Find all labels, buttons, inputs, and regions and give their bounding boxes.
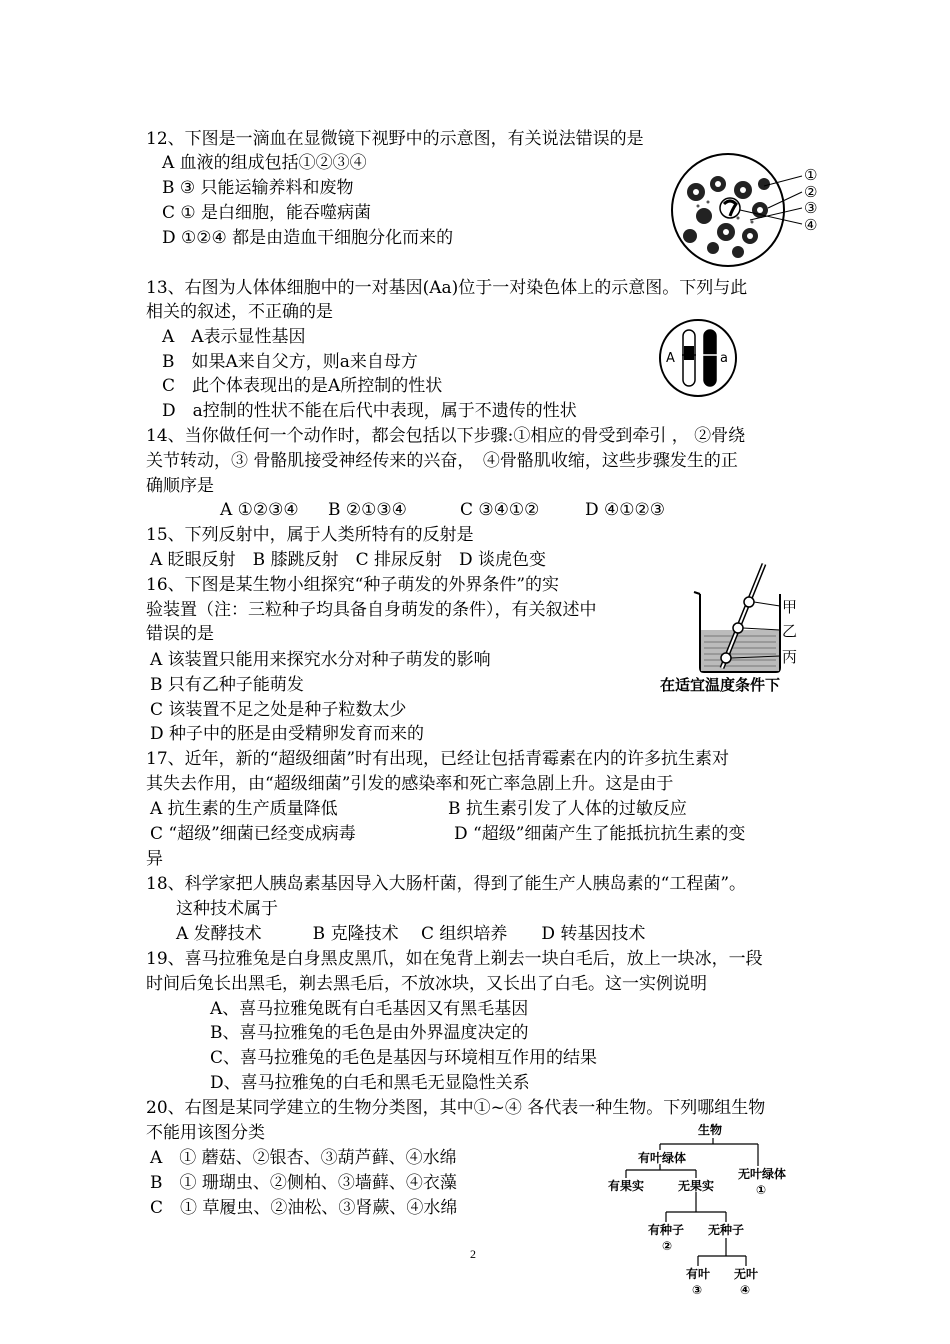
q16-stem-line3: 错误的是: [146, 624, 214, 644]
q17-option-d-cont: 异: [146, 849, 163, 869]
q15-options: A 眨眼反射 B 膝跳反射 C 排尿反射 D 谈虎色变: [150, 550, 547, 570]
q12-stem: 12、下图是一滴血在显微镜下视野中的示意图，有关说法错误的是: [146, 129, 644, 149]
q13-option-b: B 如果A来自父方，则a来自母方: [162, 352, 418, 372]
gene-label-a: a: [720, 351, 728, 366]
seed-label-yi: 乙: [782, 622, 798, 640]
tree-l3-right: 无种子: [708, 1223, 745, 1237]
q16-option-a: A 该装置只能用来探究水分对种子萌发的影响: [150, 650, 491, 670]
q19-option-b: B、喜马拉雅兔的毛色是由外界温度决定的: [210, 1023, 529, 1043]
q19-stem-line1: 19、喜马拉雅兔是白身黑皮黑爪，如在兔背上剃去一块白毛后，放上一块冰，一段: [146, 949, 763, 969]
tree-l2-right: 无果实: [678, 1179, 715, 1193]
seed-apparatus-svg: [658, 560, 818, 700]
q13-stem-line1: 13、右图为人体体细胞中的一对基因(Aa)位于一对染色体上的示意图。下列与此: [146, 278, 748, 298]
tree-l1-left: 有叶绿体: [638, 1151, 687, 1165]
tree-l1-right-num: ①: [756, 1183, 767, 1197]
tree-l4-right-num: ④: [740, 1283, 751, 1297]
seed-label-bing: 丙: [782, 648, 798, 666]
q14-stem-line1: 14、当你做任何一个动作时，都会包括以下步骤:①相应的骨受到牵引 ， ②骨绕: [146, 426, 746, 446]
q20-option-b: B ① 珊瑚虫、②侧柏、③墙藓、④衣藻: [150, 1173, 457, 1193]
q17-stem-line1: 17、近年，新的“超级细菌”时有出现，已经让包括青霉素在内的许多抗生素对: [146, 749, 730, 769]
classification-tree-figure: [598, 1120, 808, 1304]
q18-stem-line2: 这种技术属于: [176, 899, 278, 919]
q19-option-d: D、喜马拉雅兔的白毛和黑毛无显隐性关系: [210, 1073, 530, 1093]
q13-option-d: D a控制的性状不能在后代中表现，属于不遗传的性状: [162, 401, 577, 421]
seed-figure-caption: 在适宜温度条件下: [660, 676, 781, 694]
q14-stem-line2: 关节转动，③ 骨骼肌接受神经传来的兴奋， ④骨骼肌收缩，这些步骤发生的正: [146, 451, 738, 471]
tree-l1-right: 无叶绿体: [738, 1167, 787, 1181]
q12-option-c: C ① 是白细胞，能吞噬病菌: [162, 203, 372, 223]
q12-option-a: A 血液的组成包括①②③④: [162, 153, 367, 173]
q20-option-a: A ① 蘑菇、②银杏、③葫芦藓、④水绵: [150, 1148, 457, 1168]
tree-l4-left: 有叶: [686, 1267, 711, 1281]
q17-option-c: C “超级”细菌已经变成病毒: [150, 824, 356, 844]
tree-root: 生物: [698, 1123, 723, 1137]
chromosome-figure: [650, 318, 746, 398]
q14-stem-line3: 确顺序是: [146, 476, 214, 496]
q13-option-a: A A表示显性基因: [162, 327, 306, 347]
q18-stem-line1: 18、科学家把人胰岛素基因导入大肠杆菌，得到了能生产人胰岛素的“工程菌”。: [146, 874, 747, 894]
q14-option-a: A ①②③④: [220, 500, 299, 520]
blood-label-1: ①: [804, 166, 818, 184]
q16-option-b: B 只有乙种子能萌发: [150, 675, 304, 695]
q12-option-b: B ③ 只能运输养料和废物: [162, 178, 354, 198]
q20-stem-line2: 不能用该图分类: [146, 1123, 265, 1143]
q19-stem-line2: 时间后兔长出黑毛，剃去黑毛后，不放冰块，又长出了白毛。这一实例说明: [146, 974, 707, 994]
seed-germination-figure: [658, 560, 818, 700]
blood-label-4: ④: [804, 216, 818, 234]
q19-option-c: C、喜马拉雅兔的毛色是基因与环境相互作用的结果: [210, 1048, 598, 1068]
classification-tree-svg: [598, 1120, 808, 1304]
blood-smear-svg: [668, 148, 828, 270]
gene-label-A: A: [666, 351, 675, 366]
chromosome-svg: [650, 318, 746, 398]
q20-stem-line1: 20、右图是某同学建立的生物分类图，其中①~④ 各代表一种生物。下列哪组生物: [146, 1098, 766, 1118]
blood-label-3: ③: [804, 199, 818, 217]
q17-option-d: D “超级”细菌产生了能抵抗抗生素的变: [454, 824, 746, 844]
q13-option-c: C 此个体表现出的是A所控制的性状: [162, 376, 443, 396]
q19-option-a: A、喜马拉雅兔既有白毛基因又有黑毛基因: [210, 999, 529, 1019]
tree-l3-left: 有种子: [648, 1223, 685, 1237]
q20-option-c: C ① 草履虫、②油松、③肾蕨、④水绵: [150, 1198, 458, 1218]
tree-l4-left-num: ③: [692, 1283, 703, 1297]
tree-l3-left-num: ②: [662, 1239, 673, 1253]
q17-stem-line2: 其失去作用，由“超级细菌”引发的感染率和死亡率急剧上升。这是由于: [146, 774, 674, 794]
page-number: 2: [470, 1247, 476, 1261]
blood-label-2: ②: [804, 183, 818, 201]
q18-options: A 发酵技术 B 克隆技术 C 组织培养 D 转基因技术: [176, 924, 646, 944]
q16-stem-line2: 验装置（注：三粒种子均具备自身萌发的条件），有关叙述中: [146, 600, 597, 620]
q12-option-d: D ①②④ 都是由造血干细胞分化而来的: [162, 228, 454, 248]
tree-l4-right: 无叶: [734, 1267, 759, 1281]
seed-label-jia: 甲: [782, 598, 798, 616]
q17-option-b: B 抗生素引发了人体的过敏反应: [448, 799, 687, 819]
q14-option-c: C ③④①②: [460, 500, 540, 520]
q17-option-a: A 抗生素的生产质量降低: [150, 799, 338, 819]
q16-option-d: D 种子中的胚是由受精卵发育而来的: [150, 724, 425, 744]
q16-option-c: C 该装置不足之处是种子粒数太少: [150, 700, 407, 720]
q14-option-d: D ④①②③: [585, 500, 665, 520]
q15-stem: 15、下列反射中，属于人类所特有的反射是: [146, 525, 474, 545]
q16-stem-line1: 16、下图是某生物小组探究“种子萌发的外界条件”的实: [146, 575, 560, 595]
q13-stem-line2: 相关的叙述，不正确的是: [146, 302, 333, 322]
q14-option-b: B ②①③④: [328, 500, 407, 520]
blood-smear-figure: [668, 148, 828, 270]
tree-l2-left: 有果实: [608, 1179, 645, 1193]
